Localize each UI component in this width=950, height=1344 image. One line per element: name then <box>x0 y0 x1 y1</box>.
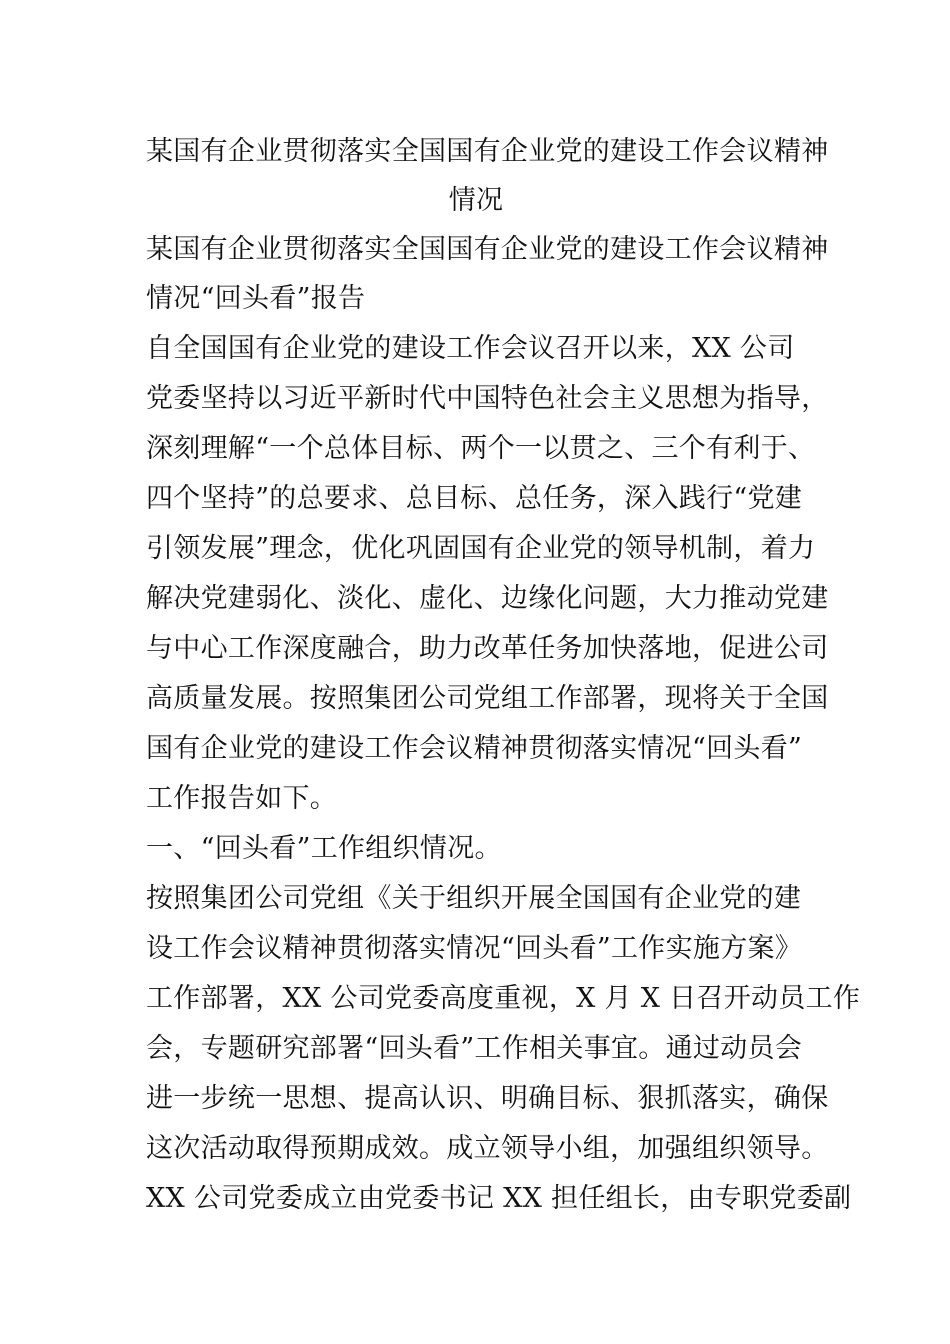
body-line: 情况“回头看”报告 <box>146 283 366 314</box>
document-title-line-2: 情况 <box>448 185 504 216</box>
body-line: 设工作会议精神贯彻落实情况“回头看”工作实施方案》 <box>146 933 803 964</box>
body-line: 工作部署，XX 公司党委高度重视，X 月 X 日召开动员工作 <box>146 983 861 1014</box>
body-line: 国有企业党的建设工作会议精神贯彻落实情况“回头看” <box>146 733 803 764</box>
body-line: 这次活动取得预期成效。成立领导小组，加强组织领导。 <box>146 1133 829 1164</box>
body-line: 与中心工作深度融合，助力改革任务加快落地，促进公司 <box>146 633 829 664</box>
body-line: 四个坚持”的总要求、总目标、总任务，深入践行“党建 <box>146 483 803 514</box>
body-line: 深刻理解“一个总体目标、两个一以贯之、三个有利于、 <box>146 433 816 464</box>
body-line: 会，专题研究部署“回头看”工作相关事宜。通过动员会 <box>146 1033 803 1064</box>
body-line: 按照集团公司党组《关于组织开展全国国有企业党的建 <box>146 883 802 914</box>
section-heading: 一、“回头看”工作组织情况。 <box>146 833 502 864</box>
body-line: 自全国国有企业党的建设工作会议召开以来，XX 公司 <box>146 333 795 364</box>
body-line: 引领发展”理念，优化巩固国有企业党的领导机制，着力 <box>146 533 816 564</box>
body-line: XX 公司党委成立由党委书记 XX 担任组长，由专职党委副 <box>146 1183 852 1214</box>
body-line: 工作报告如下。 <box>146 783 338 814</box>
body-line: 党委坚持以习近平新时代中国特色社会主义思想为指导， <box>146 383 829 414</box>
body-line: 某国有企业贯彻落实全国国有企业党的建设工作会议精神 <box>146 234 829 265</box>
body-line: 解决党建弱化、淡化、虚化、边缘化问题，大力推动党建 <box>146 583 829 614</box>
body-line: 进一步统一思想、提高认识、明确目标、狠抓落实，确保 <box>146 1083 829 1114</box>
document-title-line-1: 某国有企业贯彻落实全国国有企业党的建设工作会议精神 <box>146 136 829 167</box>
body-line: 高质量发展。按照集团公司党组工作部署，现将关于全国 <box>146 683 829 714</box>
